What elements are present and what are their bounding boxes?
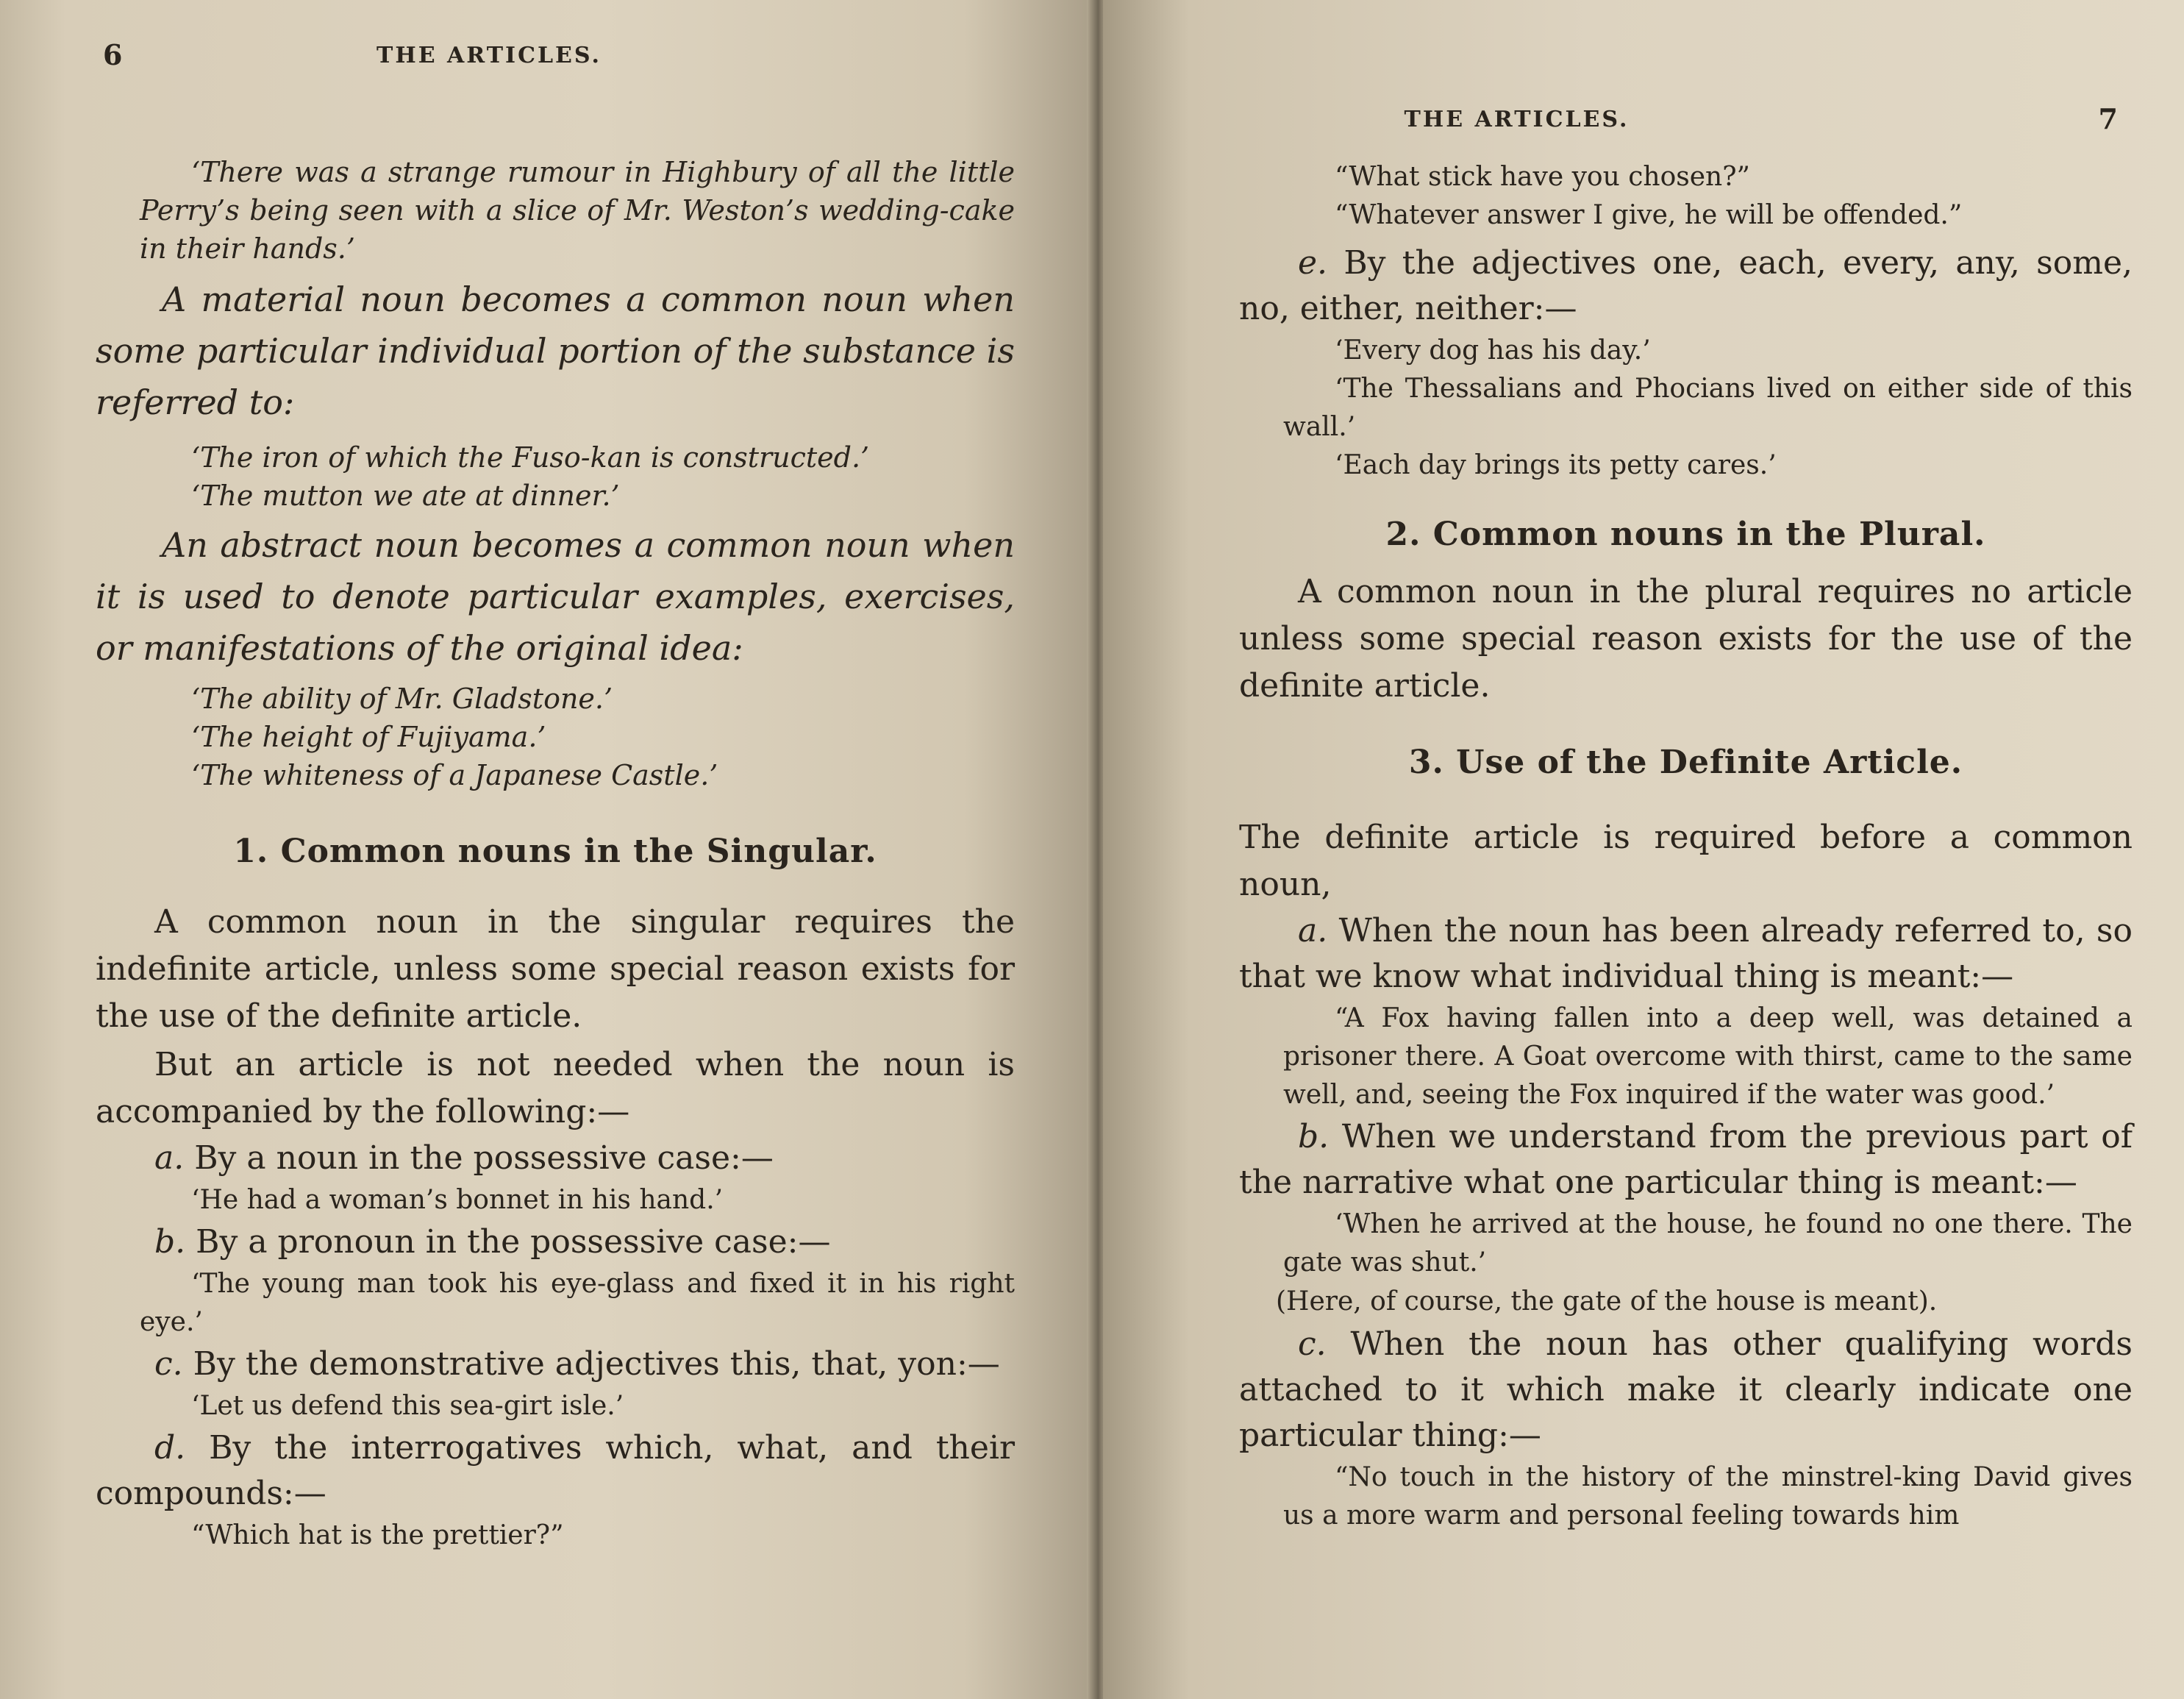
quote-line: ‘Each day brings its petty cares.’ (1335, 450, 1777, 480)
interrogative-quotes (1239, 158, 2133, 235)
list-item: c. By the demonstrative adjectives this, that, yon:— (154, 1345, 1000, 1383)
intro-quote: ‘There was a strange rumour in Highbury of all the little Perry’s being seen with a slice of Mr. Weston’s wedding-cake in their hands.’ (140, 156, 1015, 265)
adjective-quotes (1239, 332, 2133, 485)
abstract-quotes (96, 680, 1015, 794)
quote-line: ‘The iron of which the Fuso-kan is constructed.’ (191, 441, 870, 474)
paragraph-plural: A common noun in the plural requires no article unless some special reason exists for the use of the definite article. (1239, 573, 2133, 705)
parenthetical-note: (Here, of course, the gate of the house is meant). (1276, 1286, 1938, 1317)
right-page-header (1239, 102, 2133, 136)
quote-line: “Which hat is the prettier?” (191, 1520, 564, 1550)
material-quotes (96, 438, 1015, 515)
section-heading-plural: 2. Common nouns in the Plural. (1385, 516, 1986, 553)
quote-line: ‘Every dog has his day.’ (1335, 335, 1651, 366)
paragraph-not-needed: But an article is not needed when the noun is accompanied by the following:— (96, 1046, 1015, 1130)
quote-line: “A Fox having fallen into a deep well, was detained a prisoner there. A Goat overcome with thirst, came to the same well, and, seeing the Fox inquired if the water was good.’ (1283, 1003, 2133, 1110)
running-head: THE ARTICLES. (1404, 107, 1630, 132)
list-item: a. When the noun has been already referred to, so that we know what individual thing is meant:— (1239, 912, 2133, 995)
left-page-header (96, 38, 1015, 72)
paragraph-definite: The definite article is required before a common noun, (1239, 819, 2133, 903)
quote-line: “What stick have you chosen?” (1335, 162, 1750, 192)
quote-line: ‘The ability of Mr. Gladstone.’ (191, 683, 613, 715)
quote-line: ‘The mutton we ate at dinner.’ (191, 480, 620, 512)
quote-line: ‘The young man took his eye-glass and fixed it in his right eye.’ (140, 1269, 1015, 1337)
quote-line: ‘When he arrived at the house, he found no one there. The gate was shut.’ (1283, 1209, 2133, 1278)
paragraph-singular: A common noun in the singular requires the indefinite article, unless some special reason exists for the use of the definite article. (96, 903, 1015, 1035)
quote-line: ‘Let us defend this sea-girt isle.’ (191, 1391, 624, 1421)
right-page (1103, 0, 2184, 1699)
rule-material-noun: A material noun becomes a common noun when some particular individual portion of the substance is referred to: (96, 279, 1015, 422)
section-heading-definite: 3. Use of the Definite Article. (1408, 744, 1963, 781)
list-item: a. By a noun in the possessive case:— (154, 1139, 774, 1177)
quote-line: ‘He had a woman’s bonnet in his hand.’ (191, 1185, 724, 1215)
page-number: 7 (2098, 102, 2118, 135)
list-item: e. By the adjectives one, each, every, any, some, no, either, neither:— (1239, 244, 2133, 327)
rule-abstract-noun: An abstract noun becomes a common noun when it is used to denote particular examples, exercises, or manifestations of the original idea: (96, 525, 1015, 668)
list-item: c. When the noun has other qualifying words attached to it which make it clearly indicate one particular thing:— (1239, 1325, 2133, 1454)
list-item: b. By a pronoun in the possessive case:— (154, 1223, 831, 1261)
page-number: 6 (103, 38, 123, 71)
section-heading-singular: 1. Common nouns in the Singular. (233, 833, 877, 870)
quote-line: ‘The Thessalians and Phocians lived on either side of this wall.’ (1283, 374, 2133, 442)
running-head: THE ARTICLES. (377, 43, 602, 68)
quote-line: ‘The height of Fujiyama.’ (191, 721, 546, 753)
list-item: d. By the interrogatives which, what, and their compounds:— (96, 1429, 1015, 1512)
quote-line: ‘The whiteness of a Japanese Castle.’ (191, 759, 718, 791)
list-item: b. When we understand from the previous part of the narrative what one particular thing is meant:— (1239, 1118, 2133, 1201)
quote-line: “Whatever answer I give, he will be offended.” (1335, 200, 1963, 230)
quote-line: “No touch in the history of the minstrel-king David gives us a more warm and personal feeling towards him (1283, 1462, 2133, 1531)
possessive-items (96, 1136, 1015, 1555)
